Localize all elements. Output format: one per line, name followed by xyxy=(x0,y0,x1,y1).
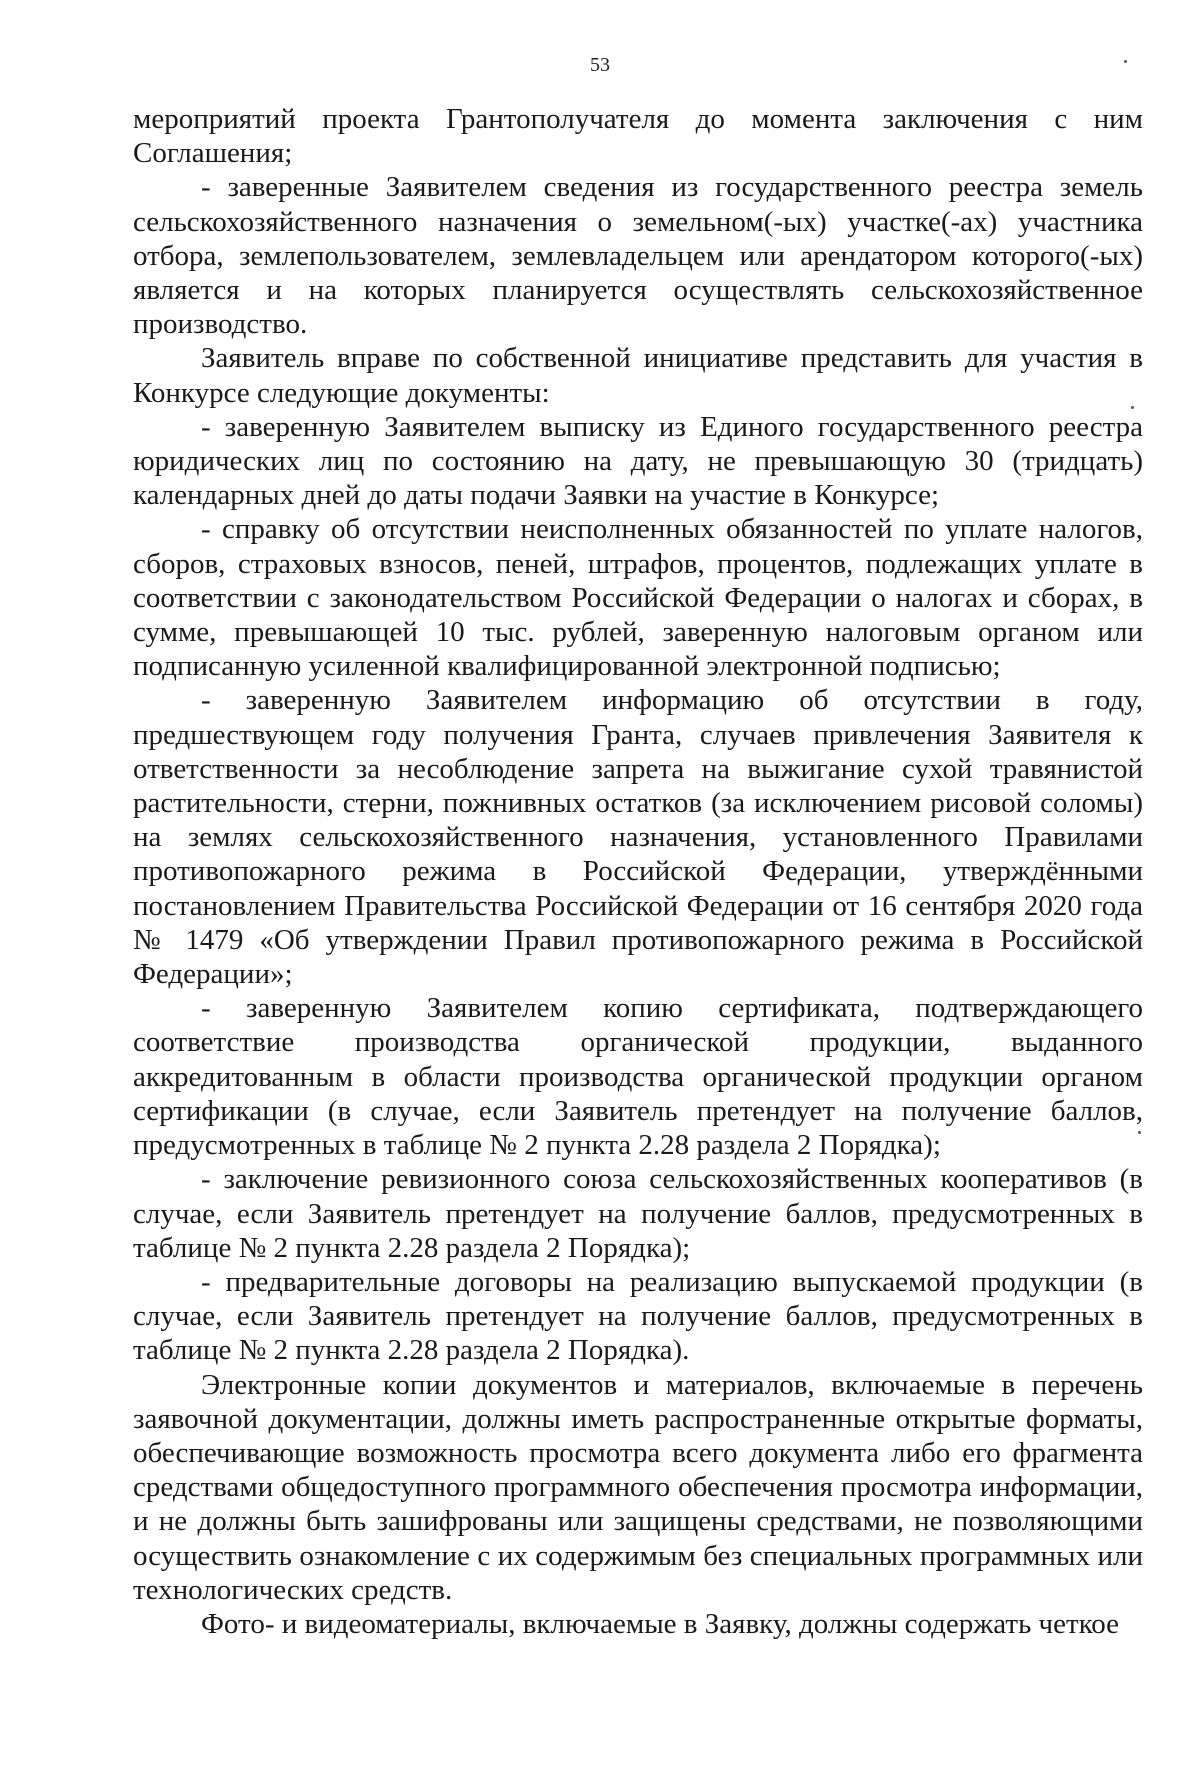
scan-speck xyxy=(1138,1131,1141,1134)
paragraph-electronic-copies: Электронные копии документов и материалов, включаемые в перечень заявочной документации, должны иметь распространенные открытые форматы, обеспечивающие возможность просмотра всего документа либо его фрагмента средствами общедоступного программного обеспечения просмотра информации, и не должны быть зашифрованы или защищены средствами, не позволяющими осуществить ознакомление с их содержимым без специальных программных или технологических средств. xyxy=(133,1368,1143,1606)
paragraph-audit-union-item: - заключение ревизионного союза сельскохозяйственных кооперативов (в случае, если Заявитель претендует на получение баллов, предусмотренных в таблице № 2 пункта 2.28 раздела 2 Порядка); xyxy=(133,1163,1143,1264)
paragraph-optional-documents-intro: Заявитель вправе по собственной инициативе представить для участия в Конкурсе следующие документы: xyxy=(133,342,1143,409)
paragraph-egrul-extract-item: - заверенную Заявителем выписку из Единого государственного реестра юридических лиц по состоянию на дату, не превышающую 30 (тридцать) календарных дней до даты подачи Заявки на участие в Конкурсе; xyxy=(133,410,1143,512)
paragraph-photo-video: Фото- и видеоматериалы, включаемые в Заявку, должны содержать четкое xyxy=(201,1607,1120,1640)
page-number: 53 xyxy=(590,54,610,76)
scan-speck xyxy=(1124,60,1127,63)
paragraph-preliminary-contracts-item: - предварительные договоры на реализацию выпускаемой продукции (в случае, если Заявитель претендует на получение баллов, предусмотренных в таблице № 2 пункта 2.28 раздела 2 Порядка). xyxy=(133,1265,1143,1367)
paragraph-land-registry-item: - заверенные Заявителем сведения из государственного реестра земель сельскохозяйственного назначения о земельном(-ых) участке(-ах) участника отбора, землепользователем, землевладельцем или арендатором которого(-ых) является и на которых планируется осуществлять сельскохозяйственное производство. xyxy=(133,171,1143,341)
paragraph-tax-certificate-item: - справку об отсутствии неисполненных обязанностей по уплате налогов, сборов, страховых взносов, пеней, штрафов, процентов, подлежащих уплате в соответствии с законодательством Российской Федерации о налогах и сборах, в сумме, превышающей 10 тыс. рублей, заверенную налоговым органом или подписанную усиленной квалифицированной электронной подписью; xyxy=(133,513,1143,683)
scan-speck xyxy=(1131,406,1134,409)
paragraph-fire-regime-item: - заверенную Заявителем информацию об отсутствии в году, предшествующем году получения Гранта, случаев привлечения Заявителя к ответственности за несоблюдение запрета на выжигание сухой травянистой растительности, стерни, пожнивных остатков (за исключением рисовой соломы) на землях сельскохозяйственного назначения, установленного Правилами противопожарного режима в Российской Федерации, утверждёнными постановлением Правительства Российской Федерации от 16 сентября 2020 года № 1479 «Об утверждении Правил противопожарного режима в Российской Федерации»; xyxy=(133,684,1143,991)
paragraph-continuation: мероприятий проекта Грантополучателя до момента заключения с ним Соглашения; xyxy=(133,103,1143,170)
paragraph-organic-certificate-item: - заверенную Заявителем копию сертификата, подтверждающего соответствие производства органической продукции, выданного аккредитованным в области производства органической продукции органом сертификации (в случае, если Заявитель претендует на получение баллов, предусмотренных в таблице № 2 пункта 2.28 раздела 2 Порядка); xyxy=(133,992,1143,1162)
document-body xyxy=(133,102,1143,1641)
